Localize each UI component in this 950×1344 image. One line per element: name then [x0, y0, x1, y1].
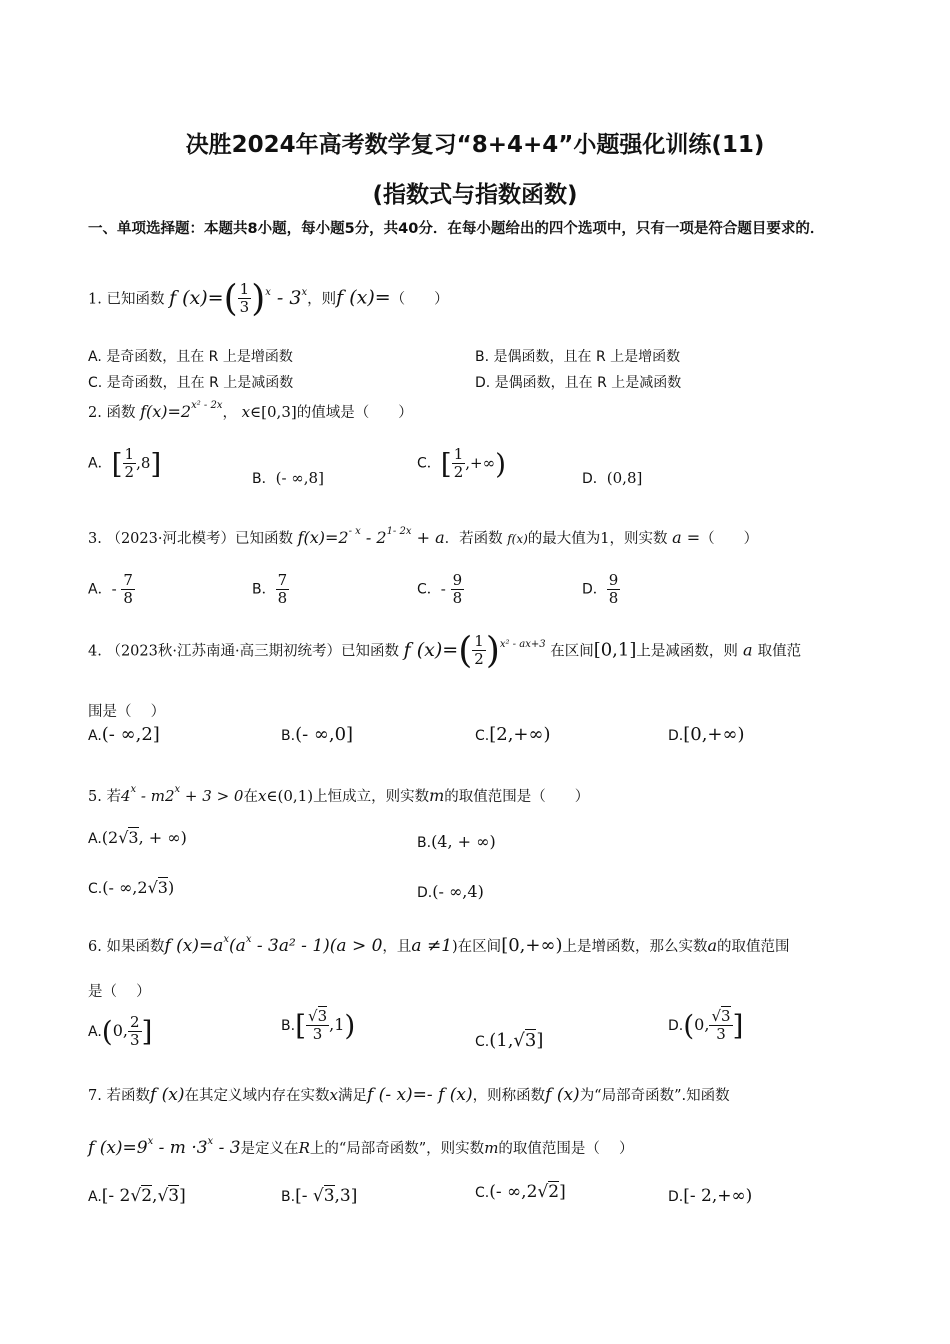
question-1 — [88, 278, 449, 319]
q3-a: a = — [672, 528, 701, 547]
q6-stem-suffix: 的取值范围 — [717, 939, 790, 955]
q7-m: m — [484, 1139, 499, 1157]
q6-formula: f $(x)=a^x(a^x - 3a^2 - 1)(a > 0$ — [164, 934, 383, 956]
q5-option-d[interactable]: D.(- ∞,4) — [417, 882, 484, 901]
q2-stem-mid: ， — [222, 405, 237, 421]
q4-stem-mid2: 上是减函数，则 — [636, 643, 738, 660]
q7-x: x — [329, 1086, 338, 1104]
question-7 — [88, 1084, 730, 1105]
q4-option-b[interactable]: B.(- ∞,0] — [281, 724, 354, 745]
q1-option-d[interactable]: D. 是偶函数，且在 R 上是减函数 — [475, 375, 682, 391]
question-4 — [88, 630, 801, 671]
q7-formula-2: f $(x)=9^x - m \cdot 3^x - 3$ — [88, 1136, 241, 1158]
q2-option-a[interactable]: A．[ $\frac{1}{2}$ ,8] — [88, 445, 162, 481]
q3-option-a[interactable]: A．- $\frac{7}{8}$ — [88, 571, 133, 607]
q5-stem-mid: 在 — [243, 789, 258, 805]
q5-stem-mid2: 上恒成立，则实数 — [313, 789, 430, 805]
q6-option-a[interactable]: A.(0, $\frac{2}{3}$ ] — [88, 1013, 153, 1049]
q6-stem-line2: 是（ ） — [88, 984, 151, 1000]
q6-cond: a ≠1 — [411, 936, 453, 956]
q1-stem-mid: ，则 — [307, 291, 337, 308]
q7-R: R — [298, 1139, 310, 1157]
q3-formula: $f(x)=2^{- x} - 2^{1- 2x} + a$ — [297, 526, 445, 547]
q3-stem-mid2: 的最大值为1，则实数 — [527, 531, 668, 547]
q7-formula: f (- x)=- f (x) — [366, 1085, 473, 1105]
page-subtitle: (指数式与指数函数) — [372, 182, 578, 208]
q3-stem-prefix: 3. （2023·河北模考）已知函数 — [88, 531, 293, 547]
q5-stem-prefix: 5. 若 — [88, 789, 121, 805]
q7-stem-mid2: 满足 — [337, 1088, 367, 1104]
q6-stem-mid: ，且 — [382, 939, 412, 955]
q6-stem-mid2: )在区间 — [452, 939, 502, 955]
question-2 — [88, 400, 413, 422]
q4-option-d[interactable]: D.[0,+∞) — [668, 724, 745, 745]
q7-line2-mid: 是定义在 — [240, 1141, 299, 1157]
q7-stem-mid: 在其定义域内存在实数 — [184, 1088, 330, 1104]
q7-stem-prefix: 7. 若函数 — [88, 1088, 150, 1104]
q4-formula: f (x)=( $\frac{1}{2}$ )$^{x^2 - ax+3}$ — [403, 630, 546, 671]
q7-fx: f (x) — [149, 1085, 185, 1105]
q7-stem-line2 — [88, 1136, 634, 1158]
q3-option-c[interactable]: C．- $\frac{9}{8}$ — [417, 571, 463, 607]
q2-domain: x∈[0,3] — [241, 403, 297, 421]
q3-option-b[interactable]: B． $\frac{7}{8}$ — [252, 571, 288, 607]
question-3 — [88, 526, 758, 548]
q5-stem-suffix: 的取值范围是（ ） — [444, 789, 590, 805]
q1-option-c[interactable]: C. 是奇函数，且在 R 上是减函数 — [88, 375, 294, 391]
q4-option-c[interactable]: C.[2,+∞) — [475, 724, 551, 745]
q6-option-c[interactable]: C.(1,√3] — [475, 1030, 544, 1051]
q3-option-d[interactable]: D． $\frac{9}{8}$ — [582, 571, 619, 607]
q5-option-b[interactable]: B.(4, + ∞) — [417, 832, 496, 851]
question-6 — [88, 934, 790, 956]
q4-stem-suffix: 取值范 — [757, 643, 802, 660]
q7-line2-mid2: 上的“局部奇函数”，则实数 — [309, 1141, 485, 1157]
q1-stem-suffix: （ ） — [390, 291, 449, 308]
q6-a: a — [707, 936, 718, 955]
q4-a: a — [737, 640, 758, 660]
q7-option-a[interactable]: A.[- 2√2,√3] — [88, 1186, 186, 1206]
q1-stem-prefix: 1. 已知函数 — [88, 291, 165, 308]
question-5 — [88, 784, 589, 806]
q7-option-d[interactable]: D.[- 2,+∞) — [668, 1186, 753, 1206]
q6-stem-mid3: 上是增函数，那么实数 — [562, 939, 708, 955]
q2-option-d[interactable]: D．(0,8] — [582, 469, 643, 487]
page-title: 决胜2024年高考数学复习“8+4+4”小题强化训练(11) — [185, 132, 765, 158]
q3-stem-mid: ．若函数 — [444, 531, 503, 547]
q6-stem-prefix: 6. 如果函数 — [88, 939, 165, 955]
q4-stem-mid: 在区间 — [550, 643, 594, 660]
q5-option-a[interactable]: A.(2√3, + ∞) — [88, 828, 187, 847]
q6-option-b[interactable]: B.[ $\frac{√3}{3}$ ,1) — [281, 1007, 356, 1043]
q3-stem-suffix: （ ） — [700, 531, 759, 547]
q6-option-d[interactable]: D.(0, $\frac{√3}{3}$ ] — [668, 1007, 744, 1043]
q3-fx: f(x) — [507, 532, 528, 546]
q5-domain: x∈(0,1) — [257, 787, 314, 805]
q4-interval: [0,1] — [593, 639, 637, 661]
q5-m: m — [429, 786, 445, 805]
q7-option-b[interactable]: B.[- √3,3] — [281, 1186, 358, 1206]
q5-formula: $4^x - m2^x + 3 > 0$ — [120, 784, 244, 805]
q4-stem-prefix: 4. （2023秋·江苏南通·高三期初统考）已知函数 — [88, 643, 400, 660]
q2-option-b[interactable]: B．(- ∞,8] — [252, 469, 324, 487]
q7-stem-mid3: ，则称函数 — [472, 1088, 546, 1104]
q1-formula: f (x)=( $\frac{1}{3}$ )$^x$ - 3$^x$ — [169, 278, 308, 319]
q7-fx-2: f (x) — [545, 1085, 580, 1105]
q2-stem-prefix: 2. 函数 — [88, 405, 136, 421]
q7-stem-suffix: 为“局部奇函数”.知函数 — [579, 1088, 730, 1104]
q6-interval: [0,+∞) — [501, 935, 563, 956]
q1-formula-2: f (x)= — [336, 286, 391, 309]
q1-option-b[interactable]: B. 是偶函数，且在 R 上是增函数 — [475, 349, 681, 365]
q4-option-a[interactable]: A.(- ∞,2] — [88, 724, 160, 745]
q4-stem-line2: 围是（ ） — [88, 704, 166, 720]
q2-formula: $f(x)=2^{x^2 - 2x}$ — [140, 400, 223, 421]
q5-option-c[interactable]: C.(- ∞,2√3) — [88, 878, 175, 897]
q7-line2-suffix: 的取值范围是（ ） — [498, 1141, 634, 1157]
q7-option-c[interactable]: C.(- ∞,2√2] — [475, 1182, 566, 1202]
section-header: 一、单项选择题：本题共8小题，每小题5分，共40分．在每小题给出的四个选项中，只有一项是符合题目要求的． — [88, 221, 825, 237]
q2-stem-suffix: 的值域是（ ） — [296, 405, 413, 421]
q1-option-a[interactable]: A. 是奇函数，且在 R 上是增函数 — [88, 349, 293, 365]
q2-option-c[interactable]: C．[ $\frac{1}{2}$ ,+∞) — [417, 445, 507, 481]
